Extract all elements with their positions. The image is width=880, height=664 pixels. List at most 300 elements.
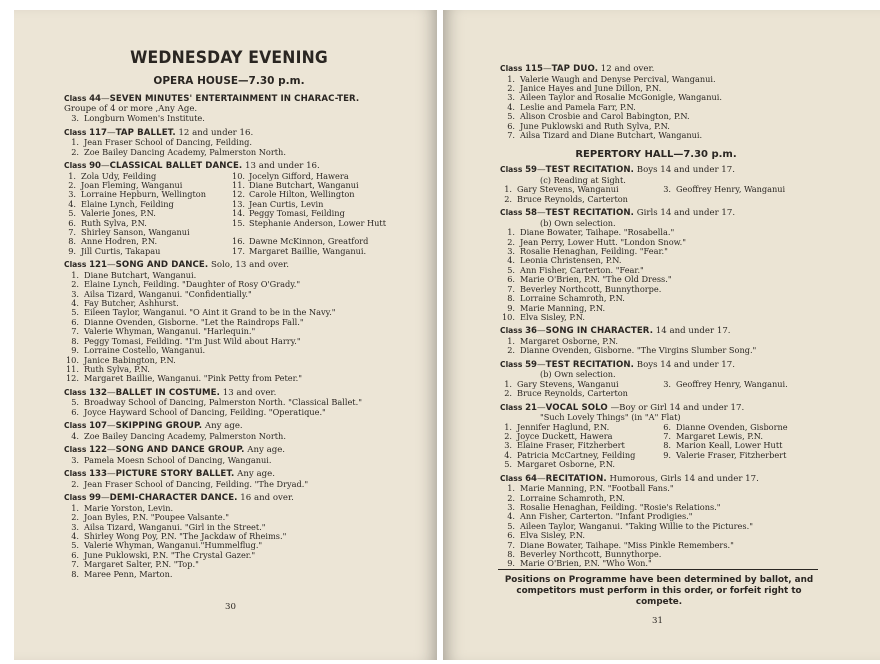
class-block [500,165,812,204]
class-header: Class 59—TEST RECITATION. Boys 14 and under 17. [500,359,735,370]
entry-number: 1. [504,378,512,389]
entry-number: 16. [232,236,246,247]
entry-list [64,271,394,384]
entry-number: 3. [504,440,512,451]
entry-text: Dianne Ovenden, Gisborne [676,421,788,432]
entry-text: Gary Stevens, Wanganui [517,184,619,195]
entry-text: Valerie Waugh and Denyse Percival, Wanganui. [520,73,716,84]
entry-number: 9. [663,449,671,460]
entry-number: 3. [71,288,79,299]
class-title: SONG IN CHARACTER. [545,326,654,337]
entry-text: Jean Fraser School of Dancing, Feilding. "The Dryad." [84,478,309,489]
entry-number: 6. [68,217,76,228]
class-word: Class [64,469,87,479]
entry-text: Longburn Women's Institute. [84,113,205,124]
class-subheading: (c) Reading at Sight. [540,175,626,186]
entry-number: 4. [507,511,515,522]
entry-row [232,219,394,228]
entry-text: Valerie Jones, P.N. [81,208,156,219]
entry-text: Jill Curtis, Takapau [81,245,161,256]
class-word: Class [64,94,87,103]
entry-number: 4. [71,298,79,309]
entry-number: 9. [71,345,79,356]
class-description: 14 and under 17. [655,326,731,337]
entry-text: Marie Manning, P.N. [520,302,606,313]
entry-number: 5. [71,307,79,318]
entry-text: Marie O'Brien, P.N. "Who Won." [520,558,652,569]
entry-text: Ann Fisher, Carterton. "Fear." [520,264,644,275]
entry-row [64,480,394,489]
entry-number: 1. [71,137,79,148]
entry-text: Lorraine Hepburn, Wellington [81,189,207,200]
entry-text: Marie O'Brien, P.N. "The Old Dress." [520,274,672,285]
class-subheading: (b) Own selection. [540,217,616,228]
entry-number: 8. [663,440,671,451]
entry-number: 1. [504,421,512,432]
entry-text: Dianne Ovenden, Gisborne. "Let the Raindrops Fall." [84,316,304,327]
entry-text: Valerie Fraser, Fitzherbert [676,449,787,460]
entry-number: 6. [71,406,79,417]
class-header: Class 36—SONG IN CHARACTER. 14 and under 17. [500,326,731,337]
entry-number: 4. [71,430,79,441]
class-header: Class 117—TAP BALLET. 12 and under 16. [64,127,254,138]
entry-row [64,374,394,383]
entry-text: Stephanie Anderson, Lower Hutt [249,217,387,228]
class-description: Any age. [247,445,286,456]
class-number: 115 [525,64,544,74]
entry-text: Carole Hilton, Wellington [249,189,355,200]
entry-row [659,185,812,194]
entry-text: Bruce Reynolds, Carterton [517,193,628,204]
entry-text: Valerie Whyman, Wanganui. "Harlequin." [84,326,256,337]
class-number: 133 [89,469,108,480]
class-description: 12 and over. [600,64,655,74]
entry-row [500,131,812,140]
entry-text: Valerie Whyman, Wanganui."Hummelflug." [84,540,263,551]
class-block [500,474,812,569]
entry-number: 2. [504,193,512,204]
entry-text: Pamela Moesn School of Dancing, Wanganui. [84,454,272,465]
entry-number: 15. [232,217,246,228]
page-title: WEDNESDAY EVENING [130,48,328,68]
class-word: Class [500,326,523,336]
class-description: Groupe of 4 or more ,Any Age. [64,103,198,114]
entry-number: 2. [71,146,79,157]
class-block [500,403,812,470]
entry-row [500,313,812,322]
class-block [64,94,394,124]
entry-text: Ann Fisher, Carterton. "Infant Prodigies." [520,511,693,522]
entry-number: 4. [504,449,512,460]
class-description: Humorous, Girls 14 and under 17. [609,473,759,484]
entry-number: 2. [68,180,76,190]
class-number: 107 [89,421,108,432]
entry-text: Patricia McCartney, Feilding [517,449,636,460]
entry-text: Fay Butcher, Ashhurst. [84,298,179,309]
class-title: CLASSICAL BALLET DANCE. [109,161,243,171]
entry-number: 6. [507,274,515,285]
class-title: SONG AND DANCE GROUP. [115,445,245,456]
entry-number: 2. [507,492,515,503]
entry-text: Bruce Reynolds, Carterton [517,388,628,399]
entry-number: 13. [232,198,246,209]
class-word: Class [500,402,523,412]
entry-number: 8. [71,335,79,346]
class-header: Class 99—DEMI-CHARACTER DANCE. 16 and over. [64,493,294,504]
entry-number: 1. [68,170,76,181]
entry-text: Lorraine Schamroth, P.N. [520,492,625,503]
entry-number: 4. [507,255,515,266]
entry-text: Elaine Fraser, Fitzherbert [517,440,625,451]
entry-number: 6. [71,549,79,560]
entry-text: Lorraine Costello, Wanganui. [84,345,206,356]
entry-text: Marie Manning, P.N. "Football Fans." [520,483,674,494]
class-description: Any age. [237,469,275,480]
entry-number: 14. [232,208,246,219]
entry-number: 4. [68,198,76,209]
class-block [64,161,394,256]
class-description: —Boy or Girl 14 and under 17. [610,402,745,413]
entry-text: Jocelyn Gifford, Hawera [249,170,349,181]
entry-number: 2. [507,236,515,247]
class-number: 21 [525,402,538,413]
class-header: Class 90—CLASSICAL BALLET DANCE. 13 and under 16. [64,161,320,171]
entry-number: 2. [507,83,515,93]
entry-row [659,380,812,389]
class-word: Class [64,421,87,431]
entry-text: Shirley Wong Poy, P.N. "The Jackdaw of Rheims." [84,530,287,541]
entry-text: Margaret Osborne, P.N. [517,459,615,470]
class-description: Solo, 13 and over. [210,260,289,271]
class-number: 64 [525,473,538,484]
left-class-list [64,94,394,579]
entry-text: Diane Butchart, Wanganui. [84,269,197,280]
entry-text: Ailsa Tizard, Wanganui. "Girl in the Street." [84,521,266,532]
entry-number: 3. [71,113,79,124]
right-class-list [500,165,812,568]
entry-text: June Puklowski, P.N. "The Crystal Gazer." [84,549,256,560]
entry-number: 7. [71,559,79,570]
entry-list [500,228,812,322]
class-block [500,208,812,322]
class-title: DEMI-CHARACTER DANCE. [109,493,238,504]
entry-text: Margaret Osborne, P.N. [520,335,618,346]
entry-number: 3. [663,378,671,389]
entry-text: Margaret Salter, P.N. "Top." [84,559,199,570]
class-title: SONG AND DANCE. [115,260,209,271]
class-number: 90 [89,161,102,171]
entry-number: 5. [504,459,512,470]
entry-text: Lorraine Schamroth, P.N. [520,293,625,304]
entry-text: Elva Sisley, P.N. [520,530,586,541]
entry-number: 12. [65,373,79,384]
entry-number: 3. [507,92,515,103]
class-title: TAP BALLET. [115,127,176,138]
entry-number: 6. [71,316,79,327]
entry-text: Margaret Baillie, Wanganui. "Pink Petty from Peter." [84,373,302,384]
class-header: Class 107—SKIPPING GROUP. Any age. [64,421,243,432]
entry-number: 7. [663,430,671,441]
entry-row [500,389,653,398]
entry-text: Peggy Tomasi, Feilding [249,208,345,219]
class-subheading: (b) Own selection. [540,369,616,380]
class-block [500,64,812,140]
entry-text: Margaret Lewis, P.N. [676,430,763,441]
entry-number: 2. [71,512,79,523]
entry-number: 8. [507,293,515,304]
entry-number: 2. [504,430,512,441]
entry-number: 5. [507,264,515,275]
entry-list [64,456,394,465]
entry-number: 3. [507,501,515,512]
class-header: Class 64—RECITATION. Humorous, Girls 14 and under 17. [500,473,759,484]
entry-text: Dianne Ovenden, Gisborne. "The Virgins Slumber Song." [520,345,757,356]
entry-text: Ailsa Tizard, Wanganui. "Confidentially." [84,288,252,299]
entry-number: 1. [507,483,515,494]
entry-number: 6. [507,530,515,541]
entry-row [500,460,653,469]
class-block [64,445,394,465]
entry-row [64,570,394,579]
class-number: 117 [89,127,108,138]
entry-text: Joan Fleming, Wanganui [81,180,183,190]
class-description: Boys 14 and under 17. [636,359,735,370]
entry-row [659,460,812,469]
entry-number: 2. [71,478,79,489]
entry-number: 5. [68,208,76,219]
entry-row [64,114,394,123]
entry-text: Ruth Sylva, P.N. [81,217,147,228]
entry-number: 9. [507,302,515,313]
entry-text: Joan Byles, P.N. "Poupee Valsante." [84,512,229,523]
entry-number [659,195,671,204]
entry-text: Aileen Taylor and Rosalie McGonigle, Wanganui. [520,92,722,103]
class-description: 12 and under 16. [178,127,254,138]
class-word: Class [500,64,523,73]
entry-number: 2. [504,388,512,399]
entry-text: Maree Penn, Marton. [84,568,173,579]
entry-number: 5. [507,520,515,531]
entry-text: Eileen Taylor, Wanganui. "O Aint it Grand to be in the Navy." [84,307,336,318]
class-number: 122 [89,445,108,456]
entry-row [500,195,653,204]
entry-list [64,398,394,417]
entry-text: Jennifer Haglund, P.N. [517,421,610,432]
entry-number: 8. [68,236,76,247]
entry-text: Alison Crosbie and Carol Babington, P.N. [520,111,690,122]
entry-number: 9. [68,245,76,256]
entry-row [500,559,812,568]
entry-text: Geoffrey Henry, Wanganui. [676,378,788,389]
left-column [64,48,394,579]
entry-text [676,389,812,398]
entry-text: Peggy Tomasi, Feilding. "I'm Just Wild about Harry." [84,335,301,346]
entry-text: Elaine Lynch, Feilding. "Daughter of Rosy O'Grady." [84,279,301,290]
class-description: 13 and over. [222,387,277,398]
entry-list [64,172,394,257]
entry-number: 5. [71,397,79,408]
entry-number: 9. [507,558,515,569]
class-word: Class [64,387,87,397]
entry-row [500,346,812,355]
entry-text: June Puklowski and Ruth Sylva, P.N. [520,120,670,131]
entry-text: Dawne McKinnon, Greatford [249,236,369,247]
entry-number: 1. [507,335,515,346]
class-word: Class [500,359,523,369]
class-number: 58 [525,208,538,219]
entry-number: 7. [507,539,515,550]
page-number-right: 31 [652,616,663,626]
entry-number: 2. [507,345,515,356]
class-description: Girls 14 and under 17. [636,208,736,219]
entry-text: Beverley Northcott, Bunnythorpe. [520,283,662,294]
class-header: Class 133—PICTURE STORY BALLET. Any age. [64,469,275,480]
entry-text: Ruth Sylva, P.N. [84,363,150,374]
entry-text: Shirley Sanson, Wanganui [81,227,190,238]
entry-text [676,460,812,469]
class-description: Any age. [204,421,243,432]
entry-number: 1. [507,227,515,238]
entry-list [64,504,394,579]
class-header: Class 44—SEVEN MINUTES' ENTERTAINMENT IN CHARAC-TER. Groupe of 4 or more ,Any Age. [64,94,360,114]
entry-text: Diane Bowater, Taihape. "Miss Pinkle Remembers." [520,539,734,550]
class-number: 121 [89,260,108,271]
ballot-notice: Positions on Programme have been determined by ballot, and competitors must perform in this order, or forfeit right to compete. [504,575,814,607]
class-number: 132 [89,387,108,398]
entry-text: Beverley Northcott, Bunnythorpe. [520,549,662,559]
class-word: Class [64,127,87,137]
entry-text: Gary Stevens, Wanganui [517,378,619,389]
entry-list [64,138,394,157]
class-header: Class 59—TEST RECITATION. Boys 14 and under 17. [500,165,735,176]
entry-text: Zoe Bailey Dancing Academy, Palmerston North. [84,146,286,157]
entry-number: 1. [71,502,79,513]
class-number: 44 [89,94,102,104]
entry-number: 1. [507,73,515,84]
entry-row [659,389,812,398]
entry-number: 8. [71,568,79,579]
entry-number: 10. [65,354,79,365]
entry-number: 5. [71,540,79,551]
page-number-left: 30 [225,602,236,612]
entry-text: Jean Fraser School of Dancing, Feilding. [84,137,252,148]
right-top-class-list [500,64,812,140]
entry-row [64,432,394,441]
entry-list [500,380,812,399]
entry-text: Margaret Baillie, Wanganui. [249,245,367,256]
entry-number: 3. [663,184,671,195]
class-number: 36 [525,326,538,337]
entry-number [659,460,671,469]
entry-text: Rosalie Henaghan, Feilding. "Fear." [520,246,668,257]
class-description: 16 and over. [240,493,294,504]
entry-text: Diane Butchart, Wanganui [249,180,359,190]
class-title: SKIPPING GROUP. [115,421,203,432]
entry-text: Leslie and Pamela Farr, P.N. [520,101,636,112]
class-block [64,128,394,157]
entry-text: Janice Hayes and June Dillon, P.N. [520,83,662,93]
class-title: TEST RECITATION. [545,359,635,370]
entry-number: 6. [663,421,671,432]
class-word: Class [500,208,523,218]
entry-number: 1. [504,184,512,195]
entry-text: Marion Keall, Lower Hutt [676,440,783,451]
entry-list [500,75,812,141]
class-description: Boys 14 and under 17. [636,165,735,176]
class-word: Class [500,473,523,483]
class-description: 13 and under 16. [245,161,320,171]
class-word: Class [64,445,87,455]
class-block [500,326,812,355]
entry-text: Leonia Christensen, P.N. [520,255,622,266]
entry-text: Marie Yorston, Levin. [84,502,174,513]
entry-number: 7. [68,227,76,238]
class-title: RECITATION. [545,473,607,484]
class-block [64,421,394,441]
entry-number: 3. [71,454,79,465]
entry-number: 1. [71,269,79,280]
class-number: 99 [89,493,102,504]
entry-row [64,247,226,256]
entry-number: 2. [71,279,79,290]
class-header: Class 132—BALLET IN COSTUME. 13 and over. [64,387,277,398]
entry-list [500,185,812,204]
entry-row [64,148,394,157]
class-word: Class [64,161,87,170]
entry-text: Diane Bowater, Taihape. "Rosabella." [520,227,675,238]
class-title: TEST RECITATION. [545,208,635,219]
entry-number: 7. [507,283,515,294]
entry-number: 7. [71,326,79,337]
entry-number: 7. [507,130,515,141]
class-block [64,388,394,417]
class-header: Class 115—TAP DUO. 12 and over. [500,64,655,74]
class-title: TEST RECITATION. [545,165,635,176]
entry-text: Broadway School of Dancing, Palmerston North. "Classical Ballet." [84,397,362,408]
entry-text: Jean Curtis, Levin [249,198,324,209]
venue-heading-right: REPERTORY HALL—7.30 p.m. [575,149,737,161]
entry-number: 3. [68,189,76,200]
entry-number: 10. [501,311,515,322]
class-block [64,493,394,579]
class-number: 59 [525,359,538,370]
class-word: Class [64,493,87,503]
entry-list [500,423,812,470]
class-header: Class 21—VOCAL SOLO —Boy or Girl 14 and under 17. [500,402,745,413]
entry-text: Elaine Lynch, Feilding [81,198,174,209]
entry-text: Aileen Taylor, Wanganui. "Taking Willie to the Pictures." [520,520,753,531]
entry-number: 11. [65,363,79,374]
entry-number: 4. [507,101,515,112]
class-block [64,260,394,383]
entry-text: Ailsa Tizard and Diane Butchart, Wanganui. [520,130,703,141]
entry-text: Janice Babington, P.N. [84,354,176,365]
entry-number: 8. [507,549,515,559]
class-title: PICTURE STORY BALLET. [115,469,235,480]
class-header: Class 58—TEST RECITATION. Girls 14 and under 17. [500,208,736,219]
entry-row [659,451,812,460]
class-title: SEVEN MINUTES' ENTERTAINMENT IN CHARAC-TER. [109,94,360,104]
entry-text: Geoffrey Henry, Wanganui [676,184,786,195]
class-block [500,360,812,399]
entry-list [500,337,812,356]
entry-text: Jean Perry, Lower Hutt. "London Snow." [520,236,687,247]
entry-number [659,389,671,398]
class-word: Class [500,165,523,175]
class-header: Class 121—SONG AND DANCE. Solo, 13 and over. [64,260,289,271]
entry-text: Elva Sisley, P.N. [520,311,586,322]
entry-number: 4. [71,530,79,541]
